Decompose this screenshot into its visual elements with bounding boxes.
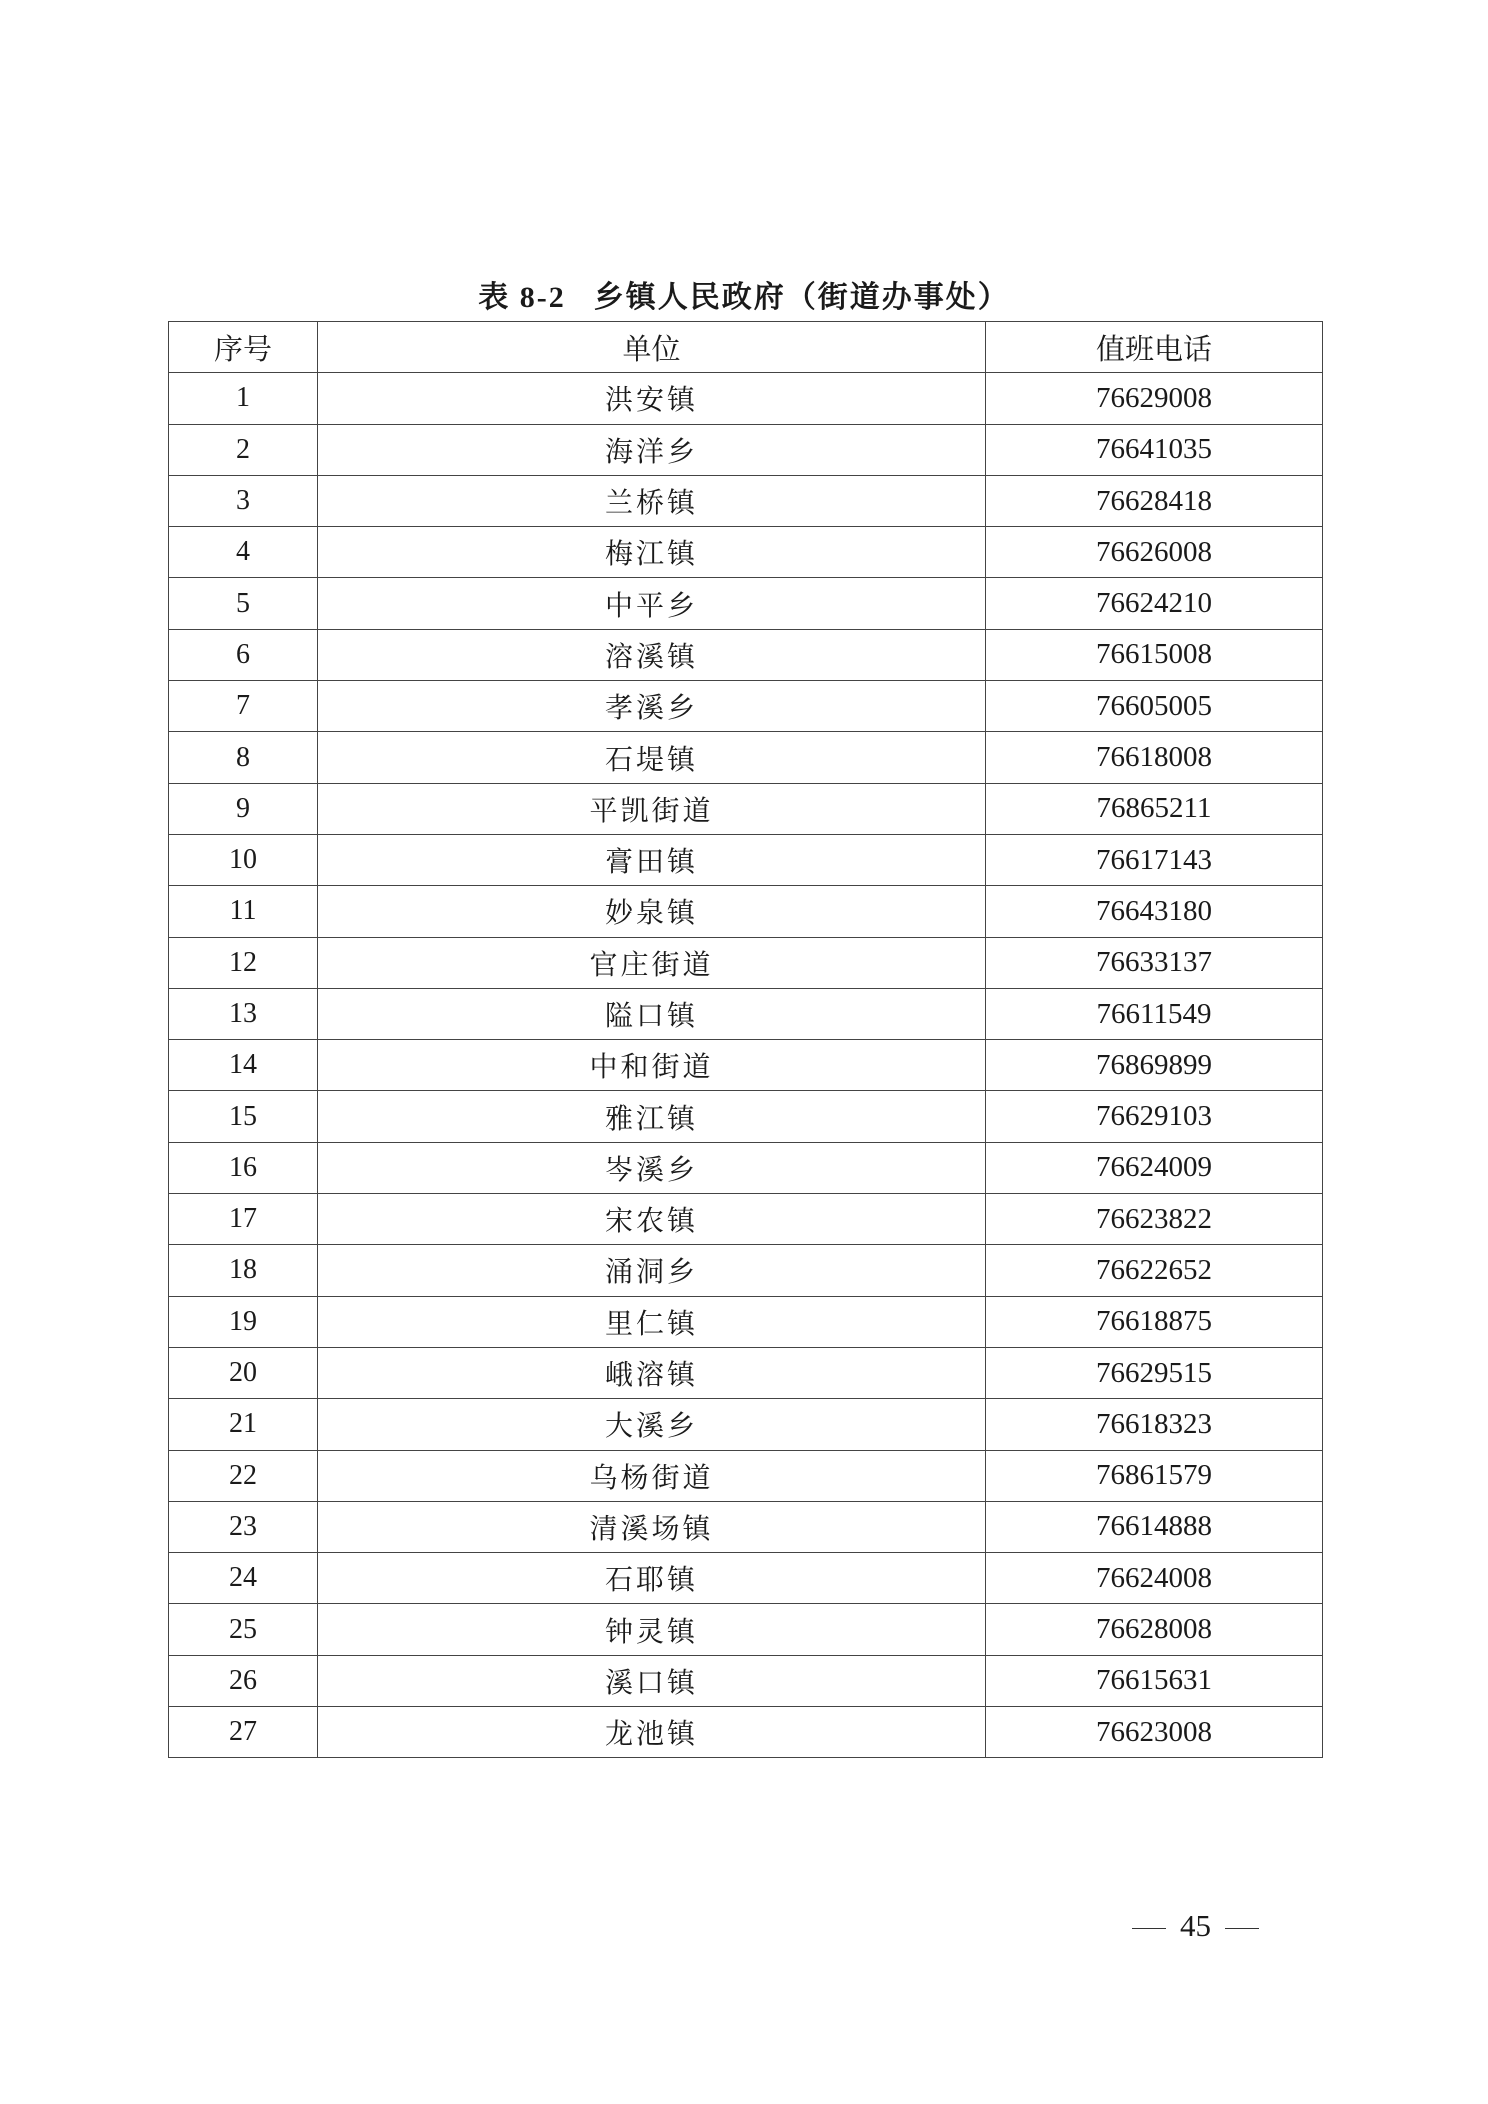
row-seq: 14 [169, 1040, 318, 1091]
row-phone: 76628418 [986, 475, 1323, 526]
row-phone: 76617143 [986, 834, 1323, 885]
page-number [1118, 1908, 1273, 1944]
row-phone: 76624210 [986, 578, 1323, 629]
row-seq: 26 [169, 1655, 318, 1706]
table-row [169, 1655, 1323, 1706]
row-phone: 76628008 [986, 1604, 1323, 1655]
row-unit: 涌洞乡 [318, 1245, 986, 1296]
row-phone: 76622652 [986, 1245, 1323, 1296]
row-seq: 25 [169, 1604, 318, 1655]
row-phone: 76869899 [986, 1040, 1323, 1091]
row-unit: 岑溪乡 [318, 1142, 986, 1193]
row-seq: 10 [169, 834, 318, 885]
table-row [169, 527, 1323, 578]
row-seq: 5 [169, 578, 318, 629]
row-unit: 里仁镇 [318, 1296, 986, 1347]
table-row [169, 886, 1323, 937]
row-seq: 23 [169, 1501, 318, 1552]
table-row [169, 1296, 1323, 1347]
row-unit: 官庄街道 [318, 937, 986, 988]
row-seq: 27 [169, 1707, 318, 1758]
header-seq: 序号 [169, 322, 318, 373]
row-phone: 76614888 [986, 1501, 1323, 1552]
row-seq: 2 [169, 424, 318, 475]
row-unit: 大溪乡 [318, 1399, 986, 1450]
row-phone: 76626008 [986, 527, 1323, 578]
row-unit: 中平乡 [318, 578, 986, 629]
row-seq: 6 [169, 629, 318, 680]
row-unit: 钟灵镇 [318, 1604, 986, 1655]
row-seq: 22 [169, 1450, 318, 1501]
table-row [169, 1040, 1323, 1091]
table-row [169, 1501, 1323, 1552]
table-row [169, 1194, 1323, 1245]
row-unit: 宋农镇 [318, 1194, 986, 1245]
row-seq: 4 [169, 527, 318, 578]
row-unit: 龙池镇 [318, 1707, 986, 1758]
page-number-value: 45 [1180, 1908, 1211, 1943]
row-seq: 21 [169, 1399, 318, 1450]
row-phone: 76633137 [986, 937, 1323, 988]
table-row [169, 373, 1323, 424]
table-row [169, 1707, 1323, 1758]
row-phone: 76618875 [986, 1296, 1323, 1347]
table-row [169, 1553, 1323, 1604]
table-row [169, 424, 1323, 475]
row-phone: 76618323 [986, 1399, 1323, 1450]
table-row [169, 1091, 1323, 1142]
row-seq: 19 [169, 1296, 318, 1347]
row-seq: 11 [169, 886, 318, 937]
table-row [169, 1245, 1323, 1296]
row-seq: 9 [169, 783, 318, 834]
row-phone: 76615008 [986, 629, 1323, 680]
row-phone: 76618008 [986, 732, 1323, 783]
table-row [169, 834, 1323, 885]
row-phone: 76629103 [986, 1091, 1323, 1142]
table-row [169, 783, 1323, 834]
row-phone: 76629515 [986, 1347, 1323, 1398]
table-row [169, 629, 1323, 680]
page-dash-right [1225, 1928, 1259, 1929]
table-row [169, 1399, 1323, 1450]
row-phone: 76605005 [986, 681, 1323, 732]
row-phone: 76624008 [986, 1553, 1323, 1604]
row-seq: 17 [169, 1194, 318, 1245]
row-seq: 18 [169, 1245, 318, 1296]
table-title [0, 272, 1488, 316]
row-unit: 溪口镇 [318, 1655, 986, 1706]
row-seq: 3 [169, 475, 318, 526]
row-unit: 兰桥镇 [318, 475, 986, 526]
row-seq: 7 [169, 681, 318, 732]
table-row [169, 1347, 1323, 1398]
row-unit: 峨溶镇 [318, 1347, 986, 1398]
row-unit: 雅江镇 [318, 1091, 986, 1142]
table-row [169, 1142, 1323, 1193]
row-phone: 76624009 [986, 1142, 1323, 1193]
header-row [169, 322, 1323, 373]
row-unit: 石耶镇 [318, 1553, 986, 1604]
header-phone: 值班电话 [986, 322, 1323, 373]
page-dash-left [1132, 1928, 1166, 1929]
row-seq: 12 [169, 937, 318, 988]
duty-phone-table [168, 321, 1323, 1758]
row-seq: 15 [169, 1091, 318, 1142]
row-unit: 洪安镇 [318, 373, 986, 424]
row-unit: 膏田镇 [318, 834, 986, 885]
table-row [169, 578, 1323, 629]
table-row [169, 937, 1323, 988]
row-unit: 孝溪乡 [318, 681, 986, 732]
table-row [169, 681, 1323, 732]
row-seq: 16 [169, 1142, 318, 1193]
row-unit: 隘口镇 [318, 988, 986, 1039]
table-row [169, 732, 1323, 783]
row-seq: 13 [169, 988, 318, 1039]
table-row [169, 988, 1323, 1039]
row-phone: 76623008 [986, 1707, 1323, 1758]
row-unit: 石堤镇 [318, 732, 986, 783]
row-phone: 76865211 [986, 783, 1323, 834]
row-phone: 76611549 [986, 988, 1323, 1039]
row-unit: 乌杨街道 [318, 1450, 986, 1501]
row-unit: 海洋乡 [318, 424, 986, 475]
row-seq: 8 [169, 732, 318, 783]
table-title-text: 乡镇人民政府（街道办事处） [593, 280, 1010, 315]
row-phone: 76641035 [986, 424, 1323, 475]
header-unit: 单位 [318, 322, 986, 373]
table-row [169, 475, 1323, 526]
row-phone: 76861579 [986, 1450, 1323, 1501]
row-phone: 76615631 [986, 1655, 1323, 1706]
table-row [169, 1604, 1323, 1655]
row-seq: 1 [169, 373, 318, 424]
row-phone: 76643180 [986, 886, 1323, 937]
row-unit: 平凯街道 [318, 783, 986, 834]
row-seq: 20 [169, 1347, 318, 1398]
row-unit: 梅江镇 [318, 527, 986, 578]
row-seq: 24 [169, 1553, 318, 1604]
row-unit: 清溪场镇 [318, 1501, 986, 1552]
row-phone: 76623822 [986, 1194, 1323, 1245]
row-unit: 溶溪镇 [318, 629, 986, 680]
table-row [169, 1450, 1323, 1501]
table-number: 表 8-2 [478, 281, 566, 314]
row-phone: 76629008 [986, 373, 1323, 424]
row-unit: 中和街道 [318, 1040, 986, 1091]
row-unit: 妙泉镇 [318, 886, 986, 937]
